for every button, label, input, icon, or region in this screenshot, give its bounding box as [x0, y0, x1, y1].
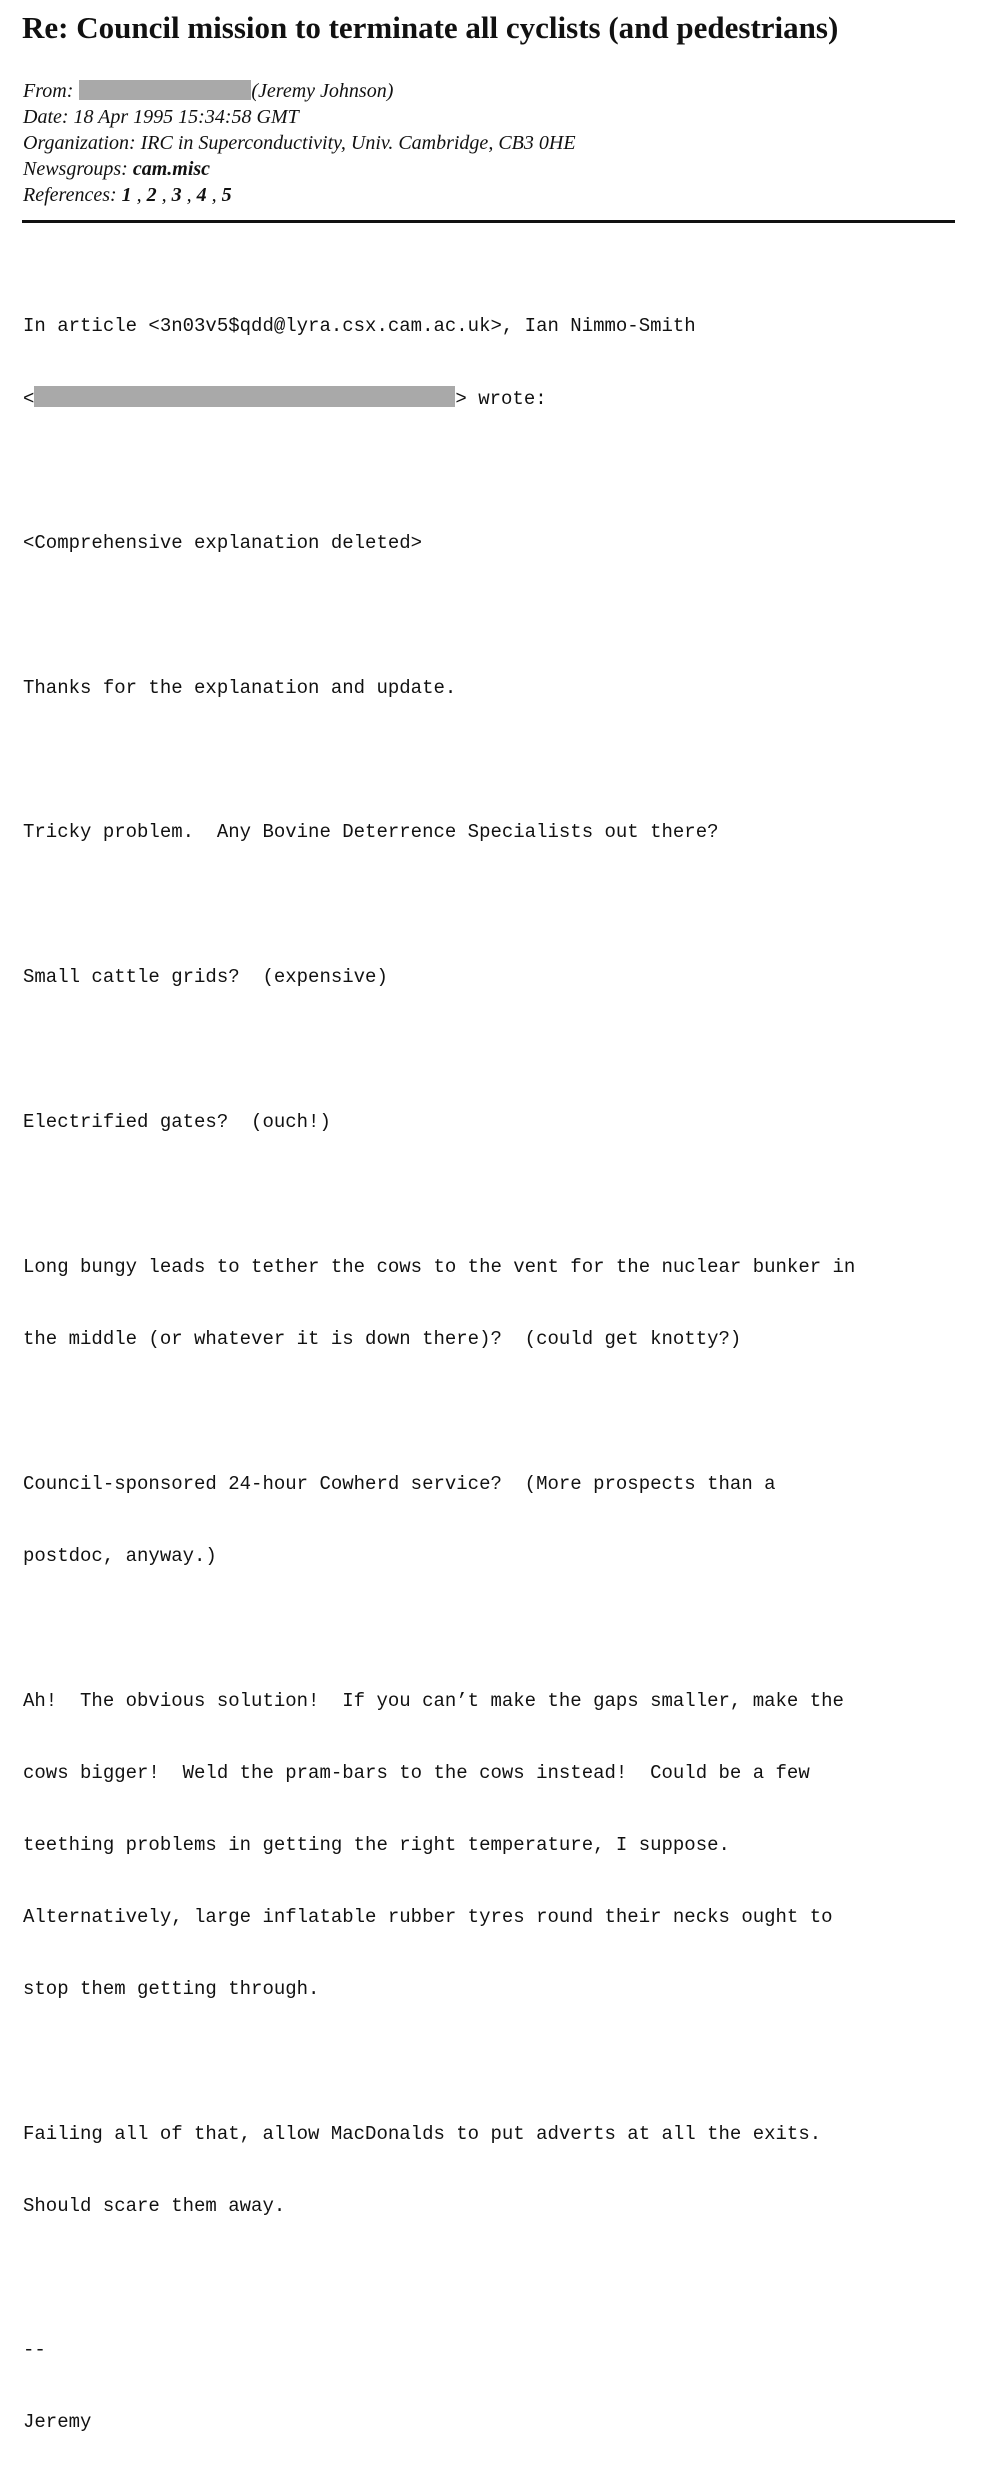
bungy-line-2: the middle (or whatever it is down there)? (could get knotty?)	[23, 1328, 742, 1350]
reference-link-2[interactable]: 2	[146, 184, 157, 206]
redacted-email	[79, 80, 251, 100]
redacted-address	[34, 386, 455, 407]
organization-header: Organization: IRC in Superconductivity, Univ. Cambridge, CB3 0HE	[23, 132, 576, 154]
signature: Jeremy	[23, 2411, 92, 2433]
reference-link-1[interactable]: 1	[121, 184, 132, 206]
attribution-address-line	[23, 386, 855, 410]
references-header: References: 1 , 2 , 3 , 4 , 5	[23, 184, 232, 206]
failing-line-2: Should scare them away.	[23, 2195, 286, 2217]
post-subject: Re: Council mission to terminate all cyclists (and pedestrians)	[22, 10, 839, 45]
reference-link-5[interactable]: 5	[221, 184, 232, 206]
solution-line-2: cows bigger! Weld the pram-bars to the cows instead! Could be a few	[23, 1762, 810, 1784]
signature-separator: --	[23, 2339, 46, 2361]
reference-link-3[interactable]: 3	[171, 184, 182, 206]
from-label: From:	[23, 80, 74, 102]
attribution-line: In article <3n03v5$qdd@lyra.csx.cam.ac.uk>, Ian Nimmo-Smith	[23, 315, 696, 337]
from-name: (Jeremy Johnson)	[251, 80, 394, 102]
references-label: References:	[23, 184, 117, 206]
deleted-note: <Comprehensive explanation deleted>	[23, 532, 423, 554]
date-header: Date: 18 Apr 1995 15:34:58 GMT	[23, 106, 299, 128]
header-divider	[22, 220, 955, 223]
electrified-line: Electrified gates? (ouch!)	[23, 1111, 331, 1133]
cowherd-line-1: Council-sponsored 24-hour Cowherd service? (More prospects than a	[23, 1473, 776, 1495]
post-body	[23, 266, 855, 2482]
failing-line-1: Failing all of that, allow MacDonalds to put adverts at all the exits.	[23, 2123, 822, 2145]
attribution-open: <	[23, 388, 35, 410]
attribution-close: > wrote:	[455, 388, 547, 410]
solution-line-4: Alternatively, large inflatable rubber tyres round their necks ought to	[23, 1906, 833, 1928]
bungy-line-1: Long bungy leads to tether the cows to the vent for the nuclear bunker in	[23, 1256, 856, 1278]
solution-line-5: stop them getting through.	[23, 1978, 320, 2000]
cowherd-line-2: postdoc, anyway.)	[23, 1545, 217, 1567]
tricky-line: Tricky problem. Any Bovine Deterrence Specialists out there?	[23, 821, 719, 843]
newsgroups-header	[23, 156, 576, 182]
post-headers	[23, 78, 576, 208]
solution-line-3: teething problems in getting the right temperature, I suppose.	[23, 1834, 730, 1856]
cattle-grids-line: Small cattle grids? (expensive)	[23, 966, 388, 988]
newsgroup-link[interactable]: cam.misc	[132, 158, 211, 180]
thanks-line: Thanks for the explanation and update.	[23, 677, 457, 699]
reference-link-4[interactable]: 4	[196, 184, 207, 206]
newsgroups-label: Newsgroups:	[23, 158, 128, 180]
from-header	[23, 78, 576, 104]
solution-line-1: Ah! The obvious solution! If you can’t make the gaps smaller, make the	[23, 1690, 844, 1712]
